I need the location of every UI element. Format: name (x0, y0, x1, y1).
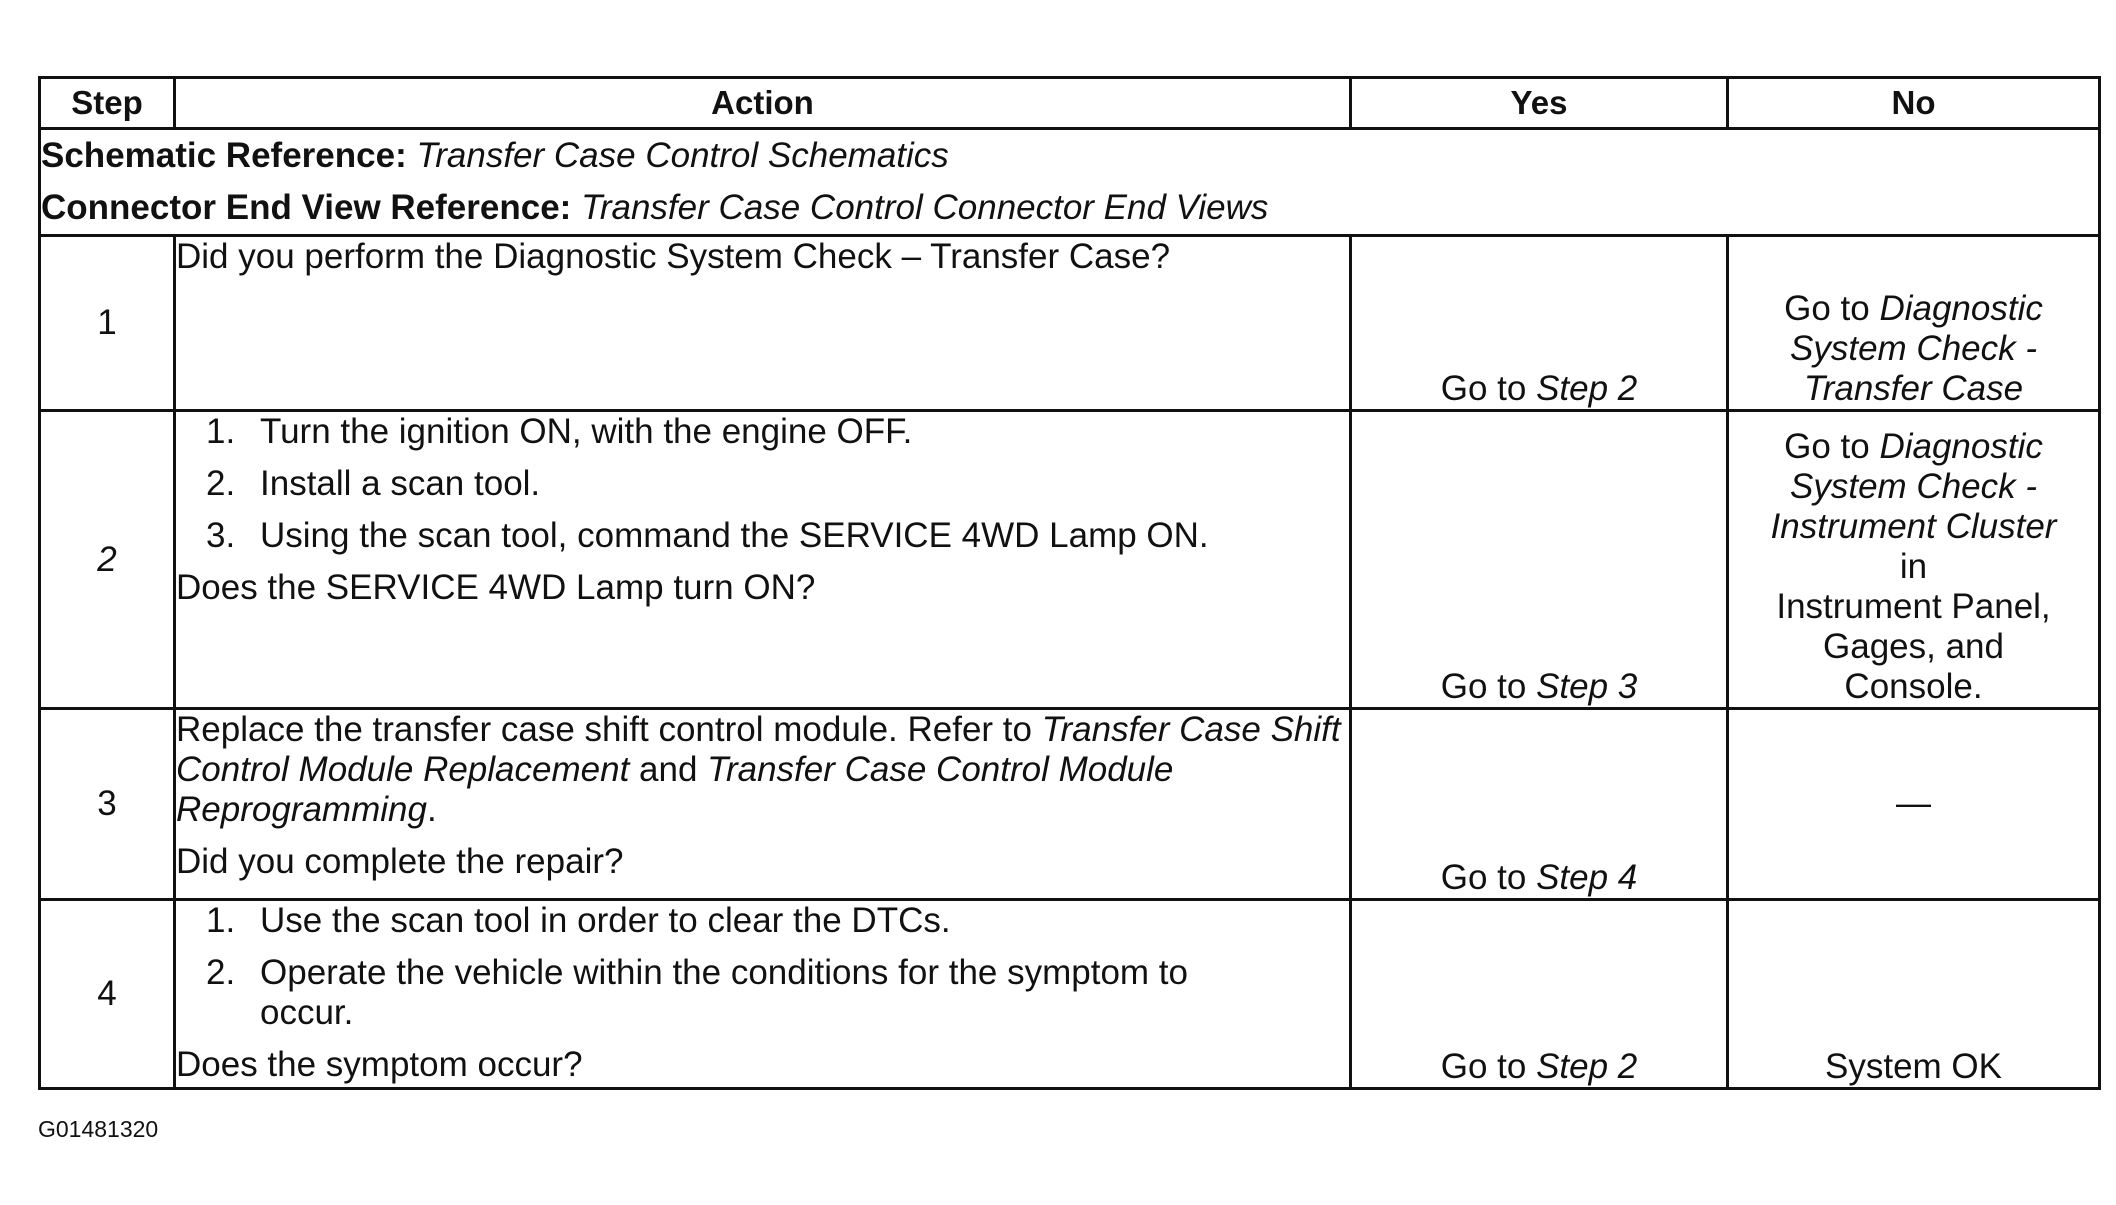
list-item: 2. Operate the vehicle within the conditions for the symptom to occur. (206, 953, 1188, 1032)
action-question: Does the symptom occur? (176, 1045, 583, 1084)
step-number: 4 (40, 900, 175, 1089)
action-question: Does the SERVICE 4WD Lamp turn ON? (176, 568, 816, 607)
no-link[interactable]: Diagnostic (1879, 427, 2043, 466)
reference-cell (40, 129, 2100, 236)
no-prefix: Go to (1784, 289, 1870, 328)
no-text: Instrument Panel, (1776, 587, 2051, 626)
table-row (40, 411, 2100, 709)
step-number: 3 (40, 709, 175, 900)
connector-reference (41, 182, 2098, 234)
yes-prefix: Go to (1440, 667, 1527, 706)
list-item: 2. Install a scan tool. (206, 464, 541, 503)
yes-step-link[interactable]: Step 4 (1536, 858, 1638, 897)
no-text: Console. (1844, 667, 1983, 706)
no-link[interactable]: Diagnostic (1879, 289, 2043, 328)
action-steps-list (176, 901, 1349, 1033)
step-number: 1 (40, 236, 175, 411)
yes-step-link[interactable]: Step 2 (1536, 1047, 1638, 1086)
procedure-link[interactable]: Transfer Case Shift Control Module Replacement (176, 710, 1341, 789)
header-action: Action (175, 78, 1351, 129)
connector-reference-label: Connector End View Reference: (41, 188, 572, 227)
table-row (40, 236, 2100, 411)
table-row (40, 900, 2100, 1089)
no-link[interactable]: Instrument Cluster (1770, 507, 2057, 546)
yes-prefix: Go to (1440, 858, 1527, 897)
header-yes: Yes (1351, 78, 1728, 129)
reference-row (40, 129, 2100, 236)
no-cell (1728, 411, 2100, 709)
yes-prefix: Go to (1440, 369, 1527, 408)
action-question: Did you complete the repair? (176, 842, 624, 881)
yes-cell (1351, 709, 1728, 900)
no-text: in (1899, 547, 1928, 586)
action-cell (175, 900, 1351, 1089)
connector-reference-link[interactable]: Transfer Case Control Connector End Views (581, 188, 1269, 227)
header-row (40, 78, 2100, 129)
diagnostic-table (38, 76, 2101, 1090)
no-cell (1728, 236, 2100, 411)
procedure-link[interactable]: Transfer Case Control Module Reprogramming (176, 750, 1174, 829)
no-cell: System OK (1728, 900, 2100, 1089)
yes-step-link[interactable]: Step 2 (1536, 369, 1638, 408)
table-row (40, 709, 2100, 900)
list-item: 1. Turn the ignition ON, with the engine OFF. (206, 412, 913, 451)
schematic-reference-link[interactable]: Transfer Case Control Schematics (416, 136, 949, 175)
action-cell (175, 709, 1351, 900)
no-cell: — (1728, 709, 2100, 900)
figure-id: G01481320 (38, 1116, 159, 1142)
schematic-reference-label: Schematic Reference: (41, 136, 407, 175)
header-step: Step (40, 78, 175, 129)
yes-step-link[interactable]: Step 3 (1536, 667, 1638, 706)
action-cell (175, 411, 1351, 709)
list-item: 3. Using the scan tool, command the SERVICE 4WD Lamp ON. (206, 516, 1209, 555)
no-text: Gages, and (1823, 627, 2004, 666)
action-question: Did you perform the Diagnostic System Check – Transfer Case? (176, 237, 1171, 276)
yes-cell (1351, 411, 1728, 709)
no-link[interactable]: System Check - (1790, 329, 2037, 368)
step-number: 2 (40, 411, 175, 709)
yes-cell (1351, 900, 1728, 1089)
no-link[interactable]: Transfer Case (1803, 369, 2024, 408)
list-item: 1. Use the scan tool in order to clear the DTCs. (206, 901, 951, 940)
schematic-reference (41, 130, 2098, 182)
yes-prefix: Go to (1440, 1047, 1527, 1086)
action-instruction: Replace the transfer case shift control module. Refer to Transfer Case Shift Control Module Replacement and Transfer Case Control Module Reprogramming. (176, 710, 1341, 829)
yes-cell (1351, 236, 1728, 411)
no-link[interactable]: System Check - (1790, 467, 2037, 506)
header-no: No (1728, 78, 2100, 129)
no-prefix: Go to (1784, 427, 1870, 466)
action-steps-list (176, 412, 1349, 556)
action-cell (175, 236, 1351, 411)
